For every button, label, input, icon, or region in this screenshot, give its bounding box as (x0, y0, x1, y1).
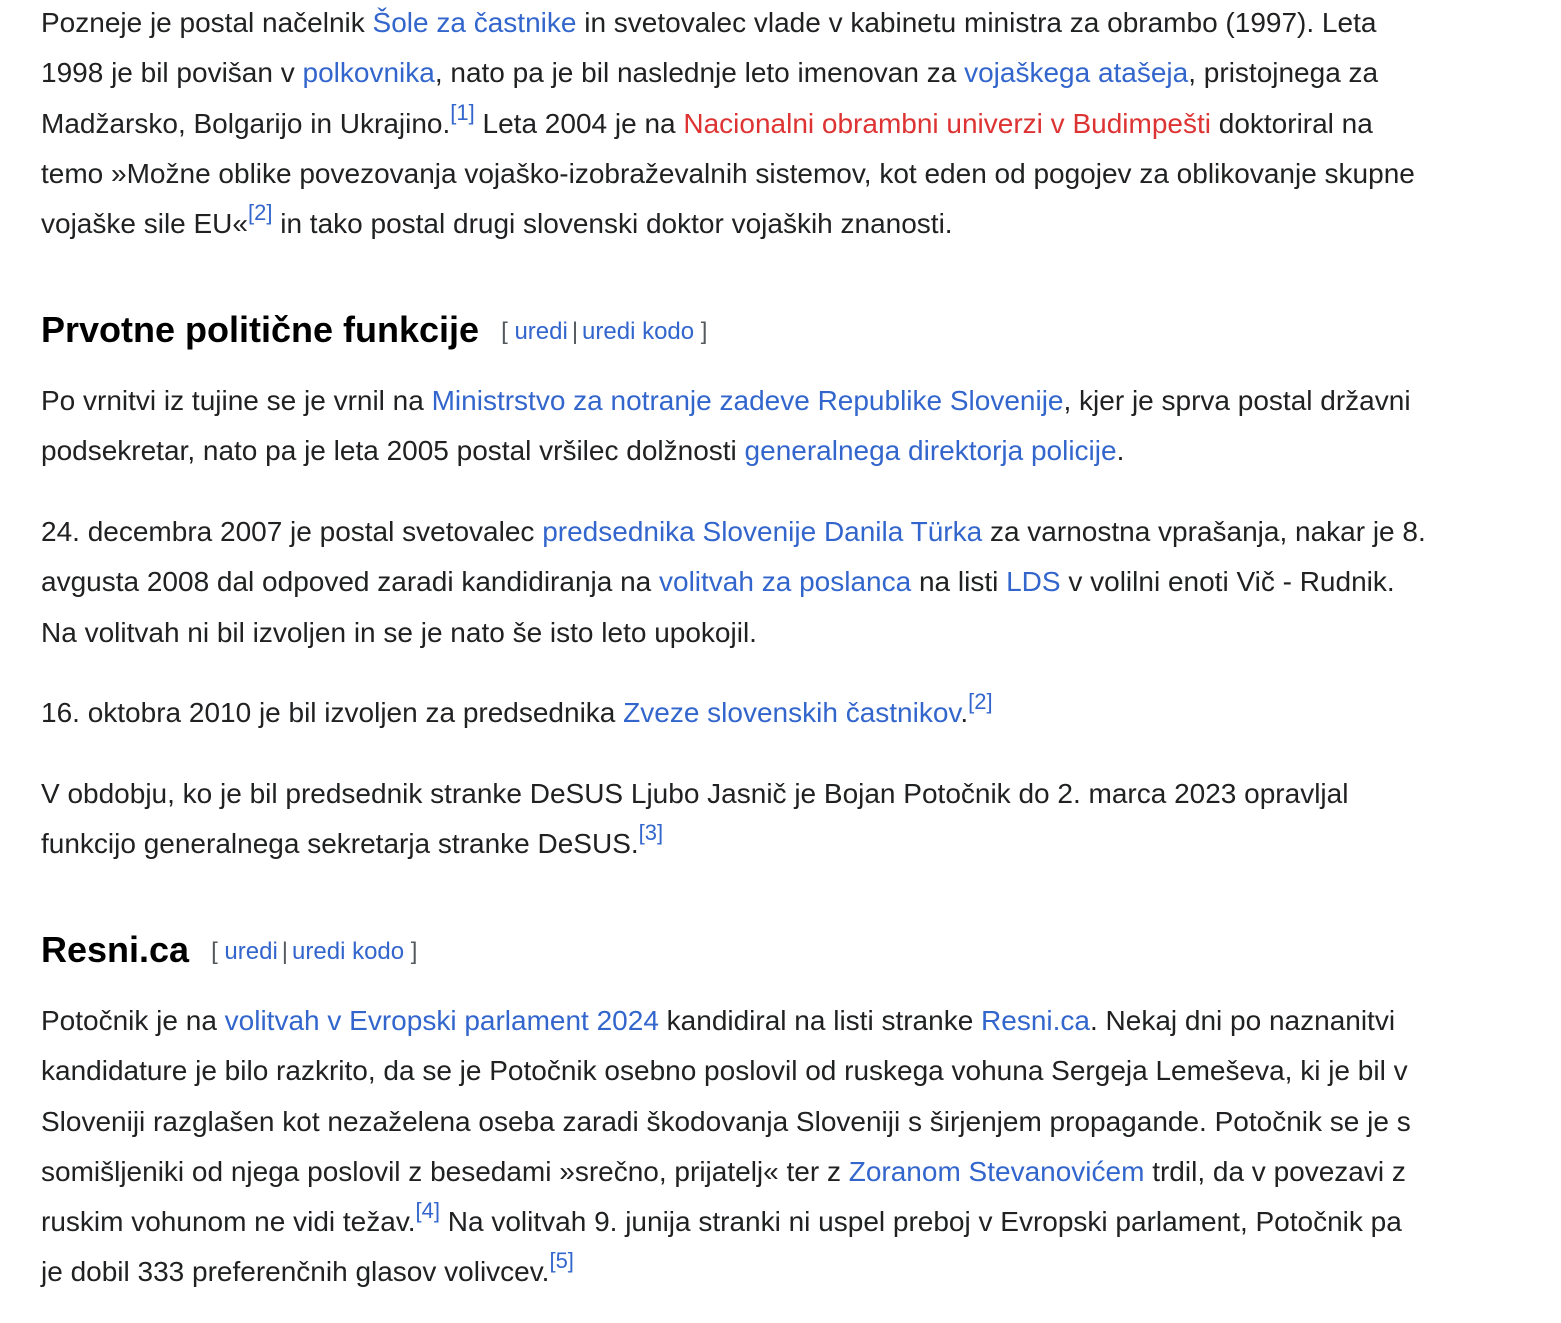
text-span: ruskim vohunom ne vidi težav. (41, 1206, 416, 1238)
reference-sup (639, 820, 663, 845)
link-ministrstvo-za-notranje-zadeve[interactable]: Ministrstvo za notranje zadeve Republike Slovenije (431, 385, 1064, 416)
reference-link-2[interactable]: [2] (968, 689, 993, 714)
bracket-open: [ (501, 318, 508, 345)
bracket-close: ] (410, 938, 418, 965)
text-line (41, 426, 1411, 476)
text-span: Potočnik je na (41, 1005, 225, 1036)
text-span: Madžarsko, Bolgarijo in Ukrajino. (41, 107, 451, 139)
edit-source-link[interactable]: uredi kodo (292, 938, 405, 965)
link-zoranom-stevanovicem[interactable]: Zoranom Stevanovićem (848, 1155, 1145, 1187)
text-span: na listi (911, 566, 1007, 598)
link-polkovnika[interactable]: polkovnika (302, 57, 435, 89)
paragraph-return (41, 376, 1411, 477)
edit-link[interactable]: uredi (224, 938, 278, 965)
section-heading-resni-ca (41, 928, 417, 974)
text-line (41, 1247, 1411, 1297)
section-title: Prvotne politične funkcije (41, 309, 480, 350)
link-lds[interactable]: LDS (1006, 566, 1061, 598)
text-span: Na volitvah ni bil izvoljen in se je nato še isto leto upokojil. (41, 616, 757, 648)
text-line (41, 608, 1426, 658)
link-nacionalni-obrambni-univerzi[interactable]: Nacionalni obrambni univerzi v Budimpešti (683, 107, 1211, 139)
text-span: , pristojnega za (1188, 57, 1379, 89)
edit-source-link[interactable]: uredi kodo (582, 318, 695, 345)
link-predsednika-slovenije[interactable]: predsednika Slovenije Danila Türka (542, 516, 983, 547)
reference-link-2[interactable]: [2] (247, 200, 273, 226)
link-vojaskega-ataseja[interactable]: vojaškega atašeja (964, 57, 1189, 89)
text-span: 16. oktobra 2010 je bil izvoljen za predsednika (41, 697, 624, 728)
text-line (41, 1197, 1411, 1247)
text-span: doktoriral na (1210, 107, 1373, 139)
text-line (41, 769, 1348, 819)
text-span: Leta 2004 je na (474, 107, 684, 139)
reference-link-5[interactable]: [5] (549, 1248, 574, 1274)
edit-separator: | (571, 318, 579, 345)
text-span: funkcijo generalnega sekretarja stranke DeSUS. (41, 828, 639, 860)
section-title: Resni.ca (41, 929, 190, 970)
link-generalnega-direktorja-policije[interactable]: generalnega direktorja policije (744, 435, 1117, 467)
text-span: in svetovalec vlade v kabinetu ministra za obrambo (1997). Leta (576, 7, 1377, 38)
text-span: temo »Možne oblike povezovanja vojaško-izobraževalnih sistemov, kot eden od pogojev za oblikovanje skupne (41, 157, 1415, 189)
text-line (41, 48, 1415, 98)
text-line (41, 149, 1415, 199)
text-span: podsekretar, nato pa je leta 2005 postal vršilec dolžnosti (41, 435, 745, 467)
edit-section-links (501, 318, 707, 345)
text-line (41, 557, 1426, 607)
text-span: 24. decembra 2007 je postal svetovalec (41, 516, 543, 547)
reference-sup (416, 1198, 440, 1223)
paragraph-zveza (41, 688, 993, 738)
link-sole-za-castnike[interactable]: Šole za častnike (372, 7, 577, 38)
reference-link-4[interactable]: [4] (415, 1198, 440, 1224)
text-span: vojaške sile EU« (41, 208, 248, 240)
paragraph-advisor (41, 507, 1426, 658)
text-span: . Nekaj dni po naznanitvi (1089, 1005, 1396, 1036)
link-volitvah-v-evropski-parlament-2024[interactable]: volitvah v Evropski parlament 2024 (224, 1005, 659, 1036)
reference-link-3[interactable]: [3] (638, 820, 664, 846)
reference-link-1[interactable]: [1] (450, 99, 475, 125)
text-span: je dobil 333 preferenčnih glasov volivcev. (41, 1256, 550, 1288)
text-line (41, 996, 1411, 1046)
text-span: somišljeniki od njega poslovil z besedami »srečno, prijatelj« ter z (41, 1155, 849, 1187)
text-span: v volilni enoti Vič - Rudnik. (1060, 566, 1395, 598)
paragraph-desus (41, 769, 1348, 870)
text-span: Pozneje je postal načelnik (41, 7, 373, 38)
link-resni-ca[interactable]: Resni.ca (981, 1005, 1090, 1036)
edit-separator: | (281, 938, 289, 965)
reference-sup (549, 1248, 573, 1273)
text-line (41, 1097, 1411, 1147)
paragraph-resni-ca (41, 996, 1411, 1298)
text-line (41, 199, 1415, 249)
text-span: in tako postal drugi slovenski doktor vojaških znanosti. (272, 208, 953, 240)
text-span: kandidiral na listi stranke (658, 1005, 982, 1036)
text-span: Po vrnitvi iz tujine se je vrnil na (41, 385, 432, 416)
reference-sup (968, 689, 992, 714)
text-span: kandidature je bilo razkrito, da se je Potočnik osebno poslovil od ruskega vohuna Sergeja Lemeševa, ki je bil v (41, 1055, 1408, 1087)
text-span: Na volitvah 9. junija stranki ni uspel preboj v Evropski parlament, Potočnik pa (440, 1206, 1402, 1238)
text-span: Sloveniji razglašen kot nezaželena oseba zaradi škodovanja Sloveniji s širjenjem propagande. Potočnik se je s (41, 1105, 1411, 1137)
text-line (41, 1046, 1411, 1096)
text-line (41, 1147, 1411, 1197)
reference-sup (248, 200, 272, 225)
text-line (41, 688, 993, 738)
link-volitvah-za-poslanca[interactable]: volitvah za poslanca (659, 566, 912, 598)
text-span: avgusta 2008 dal odpoved zaradi kandidiranja na (41, 566, 660, 598)
text-span: za varnostna vprašanja, nakar je 8. (982, 516, 1426, 547)
text-span: , nato pa je bil naslednje leto imenovan za (434, 57, 965, 89)
bracket-close: ] (700, 318, 708, 345)
link-zveze-slovenskih-castnikov[interactable]: Zveze slovenskih častnikov (623, 697, 961, 728)
text-span: . (960, 697, 969, 728)
text-line (41, 99, 1415, 149)
reference-sup (450, 100, 474, 125)
text-span: , kjer je sprva postal državni (1063, 385, 1411, 416)
text-span: 1998 je bil povišan v (41, 57, 303, 89)
text-span: V obdobju, ko je bil predsednik stranke DeSUS Ljubo Jasnič je Bojan Potočnik do 2. marca 2023 opravljal (41, 778, 1349, 809)
paragraph-career (41, 0, 1415, 249)
text-line (41, 376, 1411, 426)
edit-link[interactable]: uredi (514, 318, 568, 345)
text-line (41, 0, 1415, 48)
text-span: . (1116, 435, 1125, 467)
section-heading-prvotne-politicne-funkcije (41, 308, 707, 354)
text-line (41, 507, 1426, 557)
text-line (41, 819, 1348, 869)
text-span: trdil, da v povezavi z (1144, 1155, 1406, 1187)
bracket-open: [ (211, 938, 218, 965)
edit-section-links (211, 938, 417, 965)
